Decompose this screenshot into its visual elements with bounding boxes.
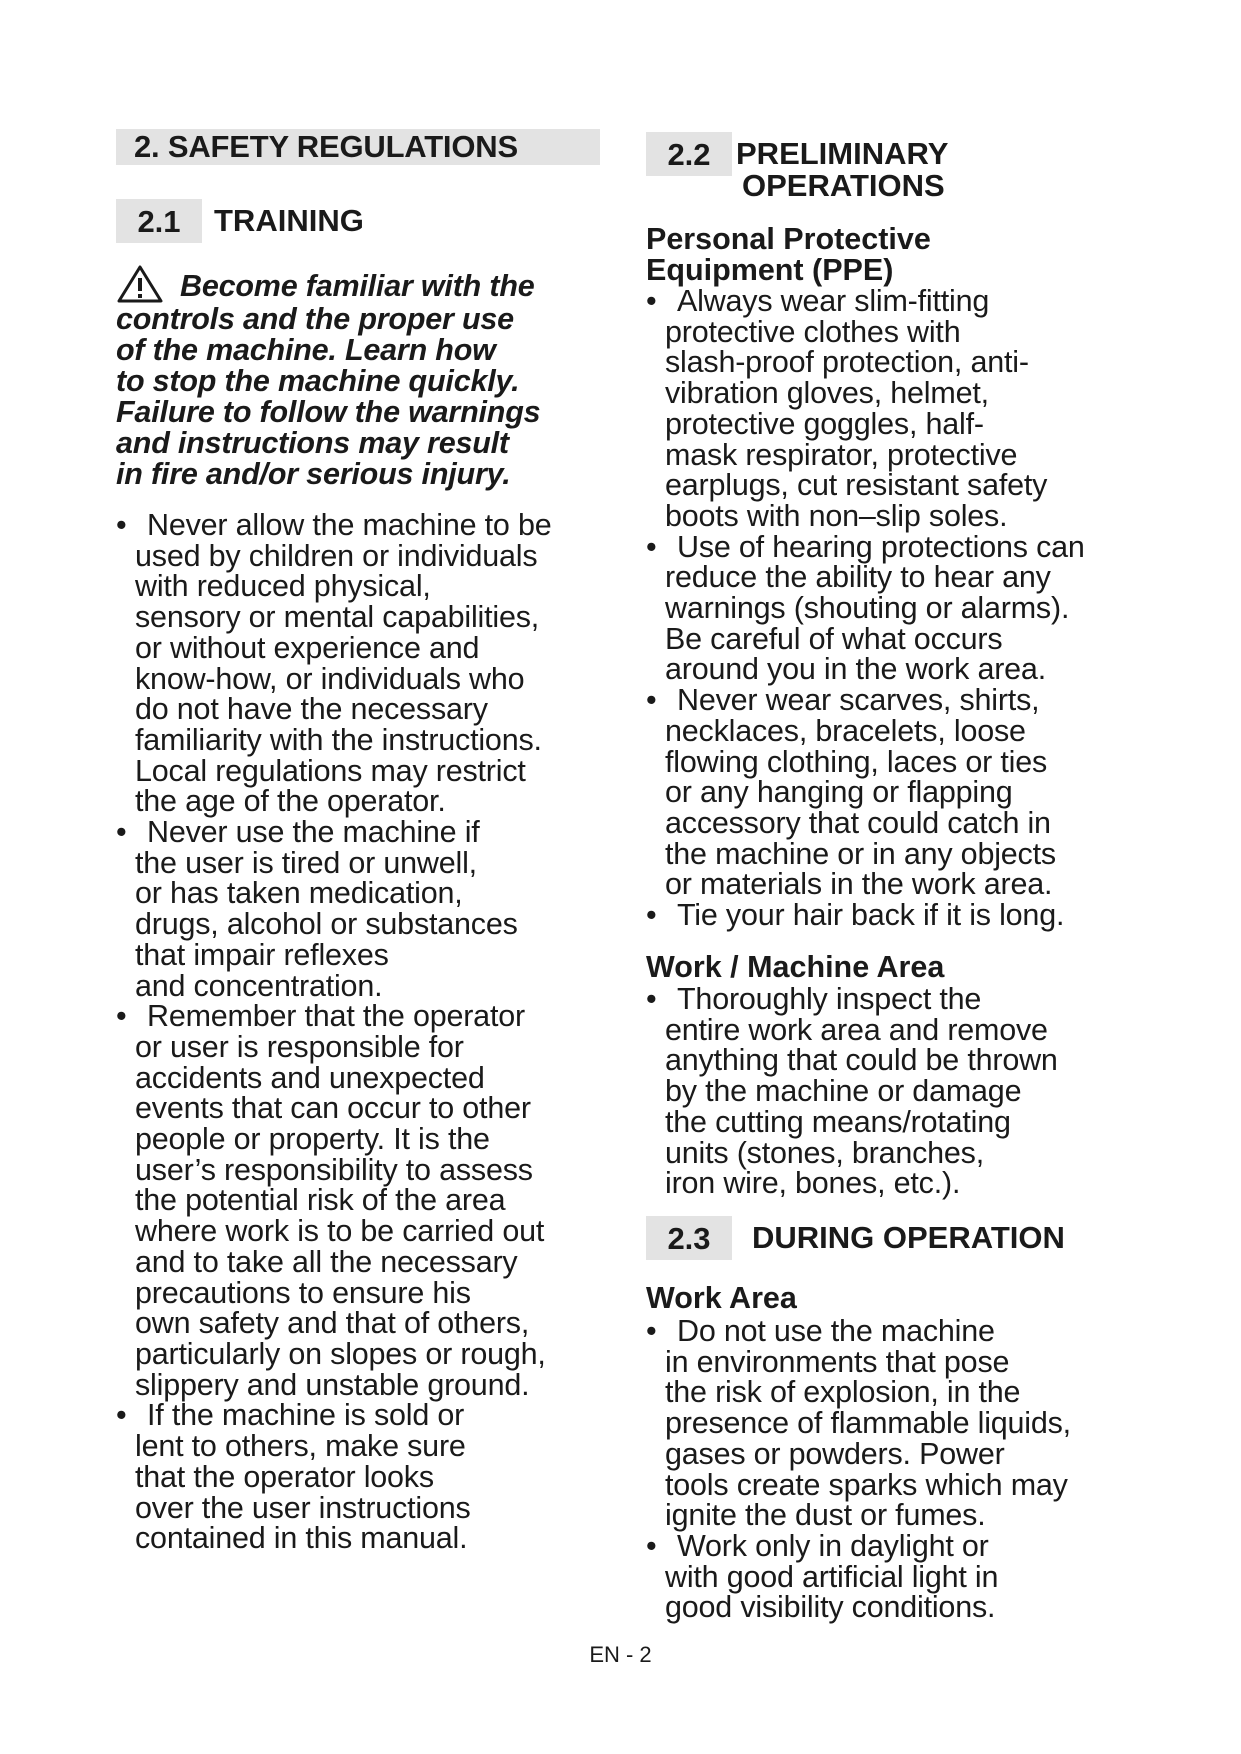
- bullet-line: Use of hearing protections can: [677, 529, 1085, 564]
- bullet-line: user’s responsibility to assess: [135, 1152, 533, 1187]
- bullet-item: [116, 817, 616, 1001]
- bullet-item: [646, 900, 1166, 931]
- bullet-line: around you in the work area.: [665, 652, 1046, 687]
- bullet-line: used by children or individuals: [135, 538, 538, 573]
- bullet-line: the age of the operator.: [135, 784, 446, 819]
- bullet-marker: •: [116, 1398, 127, 1433]
- bullet-line: vibration gloves, helmet,: [665, 376, 989, 411]
- bullet-line: entire work area and remove: [665, 1012, 1048, 1047]
- bullet-line: necklaces, bracelets, loose: [665, 713, 1026, 748]
- subsection-title: DURING OPERATION: [752, 1220, 1065, 1255]
- bullet-line: reduce the ability to hear any: [665, 560, 1051, 595]
- bullet-line: contained in this manual.: [135, 1521, 468, 1556]
- page-number: EN - 2: [589, 1642, 652, 1667]
- bullet-line: with good artificial light in: [665, 1559, 999, 1594]
- heading-work-area: Work Area: [646, 1281, 797, 1315]
- bullet-line: drugs, alcohol or substances: [135, 907, 518, 942]
- bullet-item: [646, 286, 1166, 532]
- bullet-line: slippery and unstable ground.: [135, 1367, 530, 1402]
- warning-line: and instructions may result: [116, 426, 509, 460]
- bullet-line: If the machine is sold or: [147, 1398, 465, 1433]
- bullet-line: or user is responsible for: [135, 1029, 464, 1064]
- bullet-marker: •: [646, 1314, 657, 1348]
- heading-work-machine-area: Work / Machine Area: [646, 950, 945, 984]
- training-bullet-list: [116, 510, 616, 1554]
- bullet-line: mask respirator, protective: [665, 437, 1018, 472]
- bullet-line: Tie your hair back if it is long.: [677, 898, 1065, 933]
- warning-line: controls and the proper use: [116, 302, 514, 336]
- bullet-line: ignite the dust or fumes.: [665, 1498, 986, 1533]
- subsection-number: 2.1: [116, 199, 202, 243]
- warning-block: [116, 264, 616, 490]
- bullet-line: Local regulations may restrict: [135, 753, 526, 788]
- bullet-line: Thoroughly inspect the: [677, 982, 982, 1016]
- section-heading-safety-regulations: 2. SAFETY REGULATIONS: [116, 129, 600, 165]
- bullet-item: [646, 1316, 1166, 1531]
- bullet-line: the potential risk of the area: [135, 1183, 506, 1218]
- bullet-line: Do not use the machine: [677, 1314, 995, 1348]
- bullet-line: Never allow the machine to be: [147, 508, 552, 542]
- warning-line: Become familiar with the: [116, 264, 616, 304]
- bullet-marker: •: [646, 982, 657, 1016]
- bullet-line: do not have the necessary: [135, 692, 488, 727]
- bullet-line: the user is tired or unwell,: [135, 845, 477, 880]
- bullet-line: warnings (shouting or alarms).: [665, 591, 1070, 626]
- bullet-line: know-how, or individuals who: [135, 661, 525, 696]
- subsection-number: 2.2: [646, 132, 732, 176]
- bullet-item: [646, 984, 1166, 1199]
- bullet-marker: •: [646, 898, 657, 933]
- warning-triangle-icon: [116, 264, 164, 304]
- bullet-marker: •: [646, 683, 657, 718]
- bullet-line: the machine or in any objects: [665, 836, 1056, 871]
- bullet-line: with reduced physical,: [135, 569, 431, 604]
- bullet-item: [116, 1400, 616, 1554]
- subsection-heading-preliminary-operations: [646, 132, 948, 202]
- bullet-line: the risk of explosion, in the: [665, 1375, 1021, 1410]
- bullet-line: accidents and unexpected: [135, 1060, 485, 1095]
- warning-line: of the machine. Learn how: [116, 333, 496, 367]
- bullet-line: lent to others, make sure: [135, 1429, 466, 1464]
- bullet-line: in environments that pose: [665, 1344, 1010, 1379]
- warning-line: in fire and/or serious injury.: [116, 457, 511, 491]
- bullet-line: people or property. It is the: [135, 1122, 490, 1157]
- bullet-line: Remember that the operator: [147, 999, 525, 1034]
- subsection-heading-training: [116, 199, 364, 243]
- bullet-line: Work only in daylight or: [677, 1528, 989, 1563]
- bullet-item: [116, 510, 616, 817]
- bullet-line: Never wear scarves, shirts,: [677, 683, 1040, 718]
- work-machine-bullet-list: [646, 984, 1166, 1199]
- bullet-line: that the operator looks: [135, 1459, 434, 1494]
- bullet-line: iron wire, bones, etc.).: [665, 1166, 961, 1201]
- bullet-item: [116, 1001, 616, 1400]
- bullet-line: gases or powders. Power: [665, 1436, 1005, 1471]
- bullet-line: sensory or mental capabilities,: [135, 600, 540, 635]
- bullet-line: units (stones, branches,: [665, 1135, 985, 1170]
- bullet-line: flowing clothing, laces or ties: [665, 744, 1048, 779]
- bullet-line: events that can occur to other: [135, 1091, 531, 1126]
- bullet-line: earplugs, cut resistant safety: [665, 468, 1048, 503]
- bullet-item: [646, 685, 1166, 900]
- warning-line: to stop the machine quickly.: [116, 364, 520, 398]
- bullet-line: protective goggles, half-: [665, 406, 984, 441]
- bullet-line: or without experience and: [135, 630, 480, 665]
- bullet-line: that impair reflexes: [135, 937, 389, 972]
- subsection-number: 2.3: [646, 1216, 732, 1260]
- subsection-heading-during-operation: [646, 1216, 1065, 1260]
- bullet-line: tools create sparks which may: [665, 1467, 1068, 1502]
- bullet-line: Never use the machine if: [147, 815, 480, 850]
- bullet-line: anything that could be thrown: [665, 1043, 1058, 1078]
- bullet-line: the cutting means/rotating: [665, 1104, 1011, 1139]
- bullet-marker: •: [116, 815, 127, 850]
- subsection-title: TRAINING: [214, 203, 364, 238]
- bullet-line: own safety and that of others,: [135, 1306, 530, 1341]
- bullet-line: over the user instructions: [135, 1490, 471, 1525]
- bullet-line: where work is to be carried out: [135, 1214, 545, 1249]
- bullet-line: slash-proof protection, anti-: [665, 345, 1029, 380]
- bullet-marker: •: [646, 284, 657, 318]
- bullet-line: good visibility conditions.: [665, 1590, 996, 1625]
- bullet-line: particularly on slopes or rough,: [135, 1336, 546, 1371]
- bullet-line: familiarity with the instructions.: [135, 722, 542, 757]
- bullet-line: precautions to ensure his: [135, 1275, 471, 1310]
- bullet-line: protective clothes with: [665, 314, 961, 349]
- bullet-marker: •: [646, 1528, 657, 1563]
- heading-ppe: Personal Protective Equipment (PPE): [646, 222, 931, 287]
- bullet-line: boots with non–slip soles.: [665, 498, 1008, 533]
- bullet-line: Be careful of what occurs: [665, 621, 1003, 656]
- warning-line: Failure to follow the warnings: [116, 395, 541, 429]
- subsection-title: PRELIMINARY OPERATIONS: [736, 136, 949, 203]
- bullet-line: or has taken medication,: [135, 876, 463, 911]
- bullet-marker: •: [116, 508, 127, 542]
- bullet-item: [646, 529, 1166, 687]
- bullet-marker: •: [646, 529, 657, 564]
- work-area-bullet-list: [646, 1316, 1166, 1623]
- bullet-marker: •: [116, 999, 127, 1034]
- bullet-line: and to take all the necessary: [135, 1244, 518, 1279]
- ppe-bullet-list: [646, 286, 1166, 931]
- bullet-item: [646, 1528, 1166, 1625]
- bullet-line: presence of flammable liquids,: [665, 1406, 1071, 1441]
- bullet-line: or any hanging or flapping: [665, 775, 1013, 810]
- bullet-line: or materials in the work area.: [665, 867, 1053, 902]
- bullet-line: accessory that could catch in: [665, 805, 1051, 840]
- bullet-line: and concentration.: [135, 968, 383, 1003]
- bullet-line: Always wear slim-fitting: [677, 284, 990, 318]
- bullet-line: by the machine or damage: [665, 1074, 1022, 1109]
